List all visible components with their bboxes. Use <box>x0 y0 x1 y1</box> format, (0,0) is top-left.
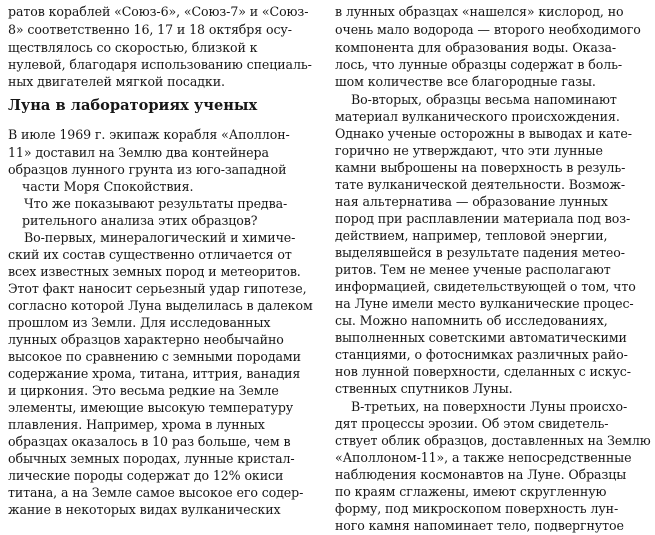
text-line: выделявшейся в результате падения метео- <box>335 245 625 260</box>
text-line: всех известных земных пород и метеоритов. <box>8 264 301 279</box>
text-line: по краям сглажены, имеют скругленную <box>335 484 607 499</box>
text-line: 8» соответственно 16, 17 и 18 октября осу- <box>8 22 292 37</box>
text-line: ратов кораблей «Союз-6», «Союз-7» и «Союз- <box>8 4 309 19</box>
text-line: пород при расплавлении материала под воз- <box>335 211 631 226</box>
text-line: Во-первых, минералогический и химиче- <box>24 230 296 245</box>
text-line: части Моря Спокойствия. <box>22 179 194 194</box>
text-line: жание в некоторых видах вулканических <box>8 502 281 517</box>
text-line: Однако ученые осторожны в выводах и кате- <box>335 126 632 141</box>
text-line: содержание хрома, титана, иттрия, ванадия <box>8 366 301 381</box>
text-line: выполненных советскими автоматическими <box>335 330 627 345</box>
text-line: высокое по сравнению с земными породами <box>8 349 301 364</box>
text-line: Что же показывают результаты предва- <box>24 196 288 211</box>
text-line: плавления. Например, хрома в лунных <box>8 417 265 432</box>
text-line: Во-вторых, образцы весьма напоминают <box>351 92 617 107</box>
text-line: ский их состав существенно отличается от <box>8 247 292 262</box>
text-line: форму, под микроскопом поверхность лун- <box>335 501 619 516</box>
text-line: нулевой, благодаря использованию специаль- <box>8 57 312 72</box>
text-line: компонента для образования воды. Оказа- <box>335 40 617 55</box>
text-line: наблюдения космонавтов на Луне. Образцы <box>335 467 627 482</box>
text-line: камни выброшены на поверхность в резуль- <box>335 160 626 175</box>
text-line: горично не утверждают, что эти лунные <box>335 143 603 158</box>
text-line: на Луне имели место вулканические процес- <box>335 296 634 311</box>
text-line: ственных спутников Луны. <box>335 381 513 396</box>
text-line: шом количестве все благородные газы. <box>335 74 596 89</box>
text-line: титана, а на Земле самое высокое его содер- <box>8 485 304 500</box>
text-line: нов лунной поверхности, сделанных с искус- <box>335 364 631 379</box>
text-line: Этот факт наносит серьезный удар гипотезе, <box>8 281 307 296</box>
text-line: и циркония. Это весьма редкие на Земле <box>8 383 279 398</box>
text-line: материал вулканического происхождения. <box>335 109 620 124</box>
text-line: ных двигателей мягкой посадки. <box>8 74 225 89</box>
text-line: действием, например, тепловой энергии, <box>335 228 608 243</box>
text-line: в лунных образцах «нашелся» кислород, но <box>335 4 624 19</box>
text-line: элементы, имеющие высокую температуру <box>8 400 294 415</box>
text-line: лось, что лунные образцы содержат в боль- <box>335 57 623 72</box>
text-line: сы. Можно напомнить об исследованиях, <box>335 313 608 328</box>
text-line: станциями, о фотоснимках различных райо- <box>335 347 628 362</box>
text-line: ритов. Тем не менее ученые располагают <box>335 262 611 277</box>
text-line: ществлялось со скоростью, близкой к <box>8 40 258 55</box>
text-line: ная альтернатива — образование лунных <box>335 194 608 209</box>
text-line: В-третьих, на поверхности Луны происхо- <box>351 399 628 414</box>
text-line: прошлом из Земли. Для исследованных <box>8 315 271 330</box>
text-line: очень мало водорода — второго необходимого <box>335 22 641 37</box>
text-line: ного камня напоминает тело, подвергнутое <box>335 518 624 533</box>
text-line: дят процессы эрозии. Об этом свидетель- <box>335 416 609 431</box>
text-line: «Аполлоном-11», а также непосредственные <box>335 450 632 465</box>
text-line: лические породы содержат до 12% окиси <box>8 468 284 483</box>
text-line: обычных земных породах, лунные кристал- <box>8 451 295 466</box>
text-line: 11» доставил на Землю два контейнера <box>8 145 269 160</box>
text-line: информацией, свидетельствующей о том, что <box>335 279 636 294</box>
section-heading: Луна в лабораториях ученых <box>8 97 258 114</box>
text-line: образцов лунного грунта из юго-западной <box>8 162 287 177</box>
text-line: рительного анализа этих образцов? <box>22 213 258 228</box>
text-line: согласно которой Луна выделилась в далеком <box>8 298 313 313</box>
text-line: ствует облик образцов, доставленных на Землю <box>335 433 651 448</box>
text-line: образцах оказалось в 10 раз больше, чем в <box>8 434 291 449</box>
text-line: тате вулканической деятельности. Возмож- <box>335 177 625 192</box>
text-line: лунных образцов характерно необычайно <box>8 332 284 347</box>
text-line: В июле 1969 г. экипаж корабля «Аполлон- <box>8 127 290 142</box>
